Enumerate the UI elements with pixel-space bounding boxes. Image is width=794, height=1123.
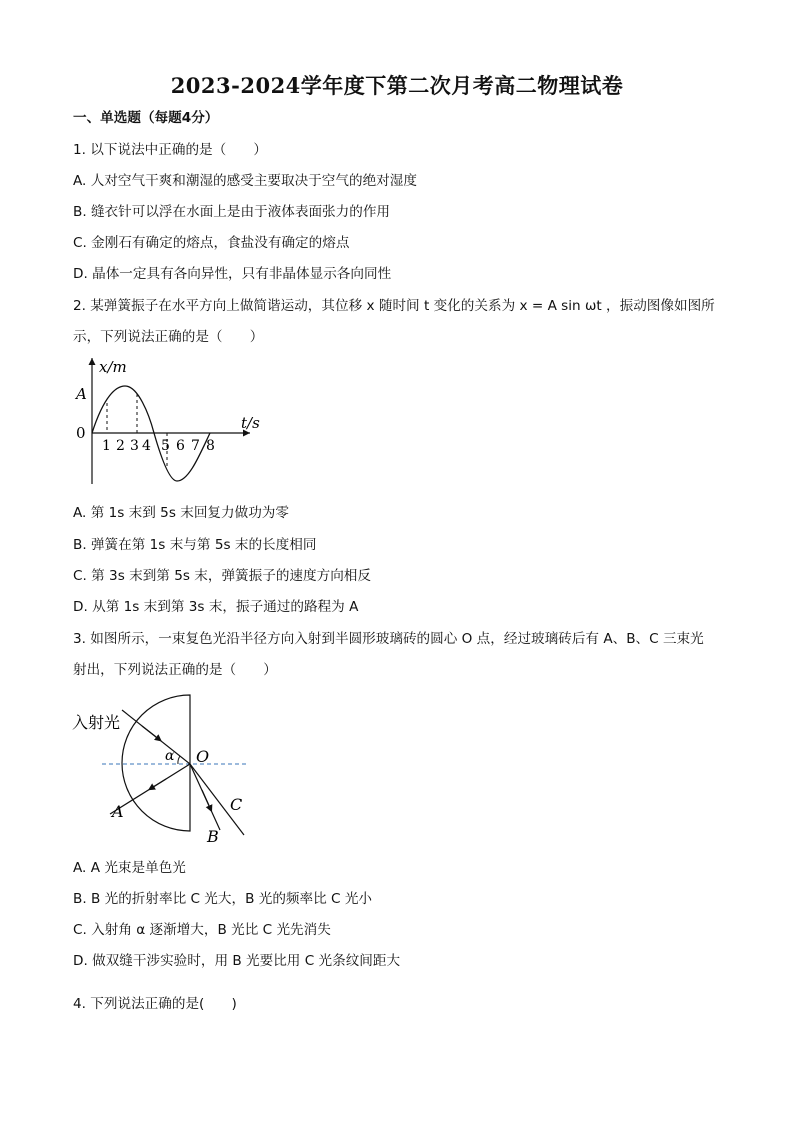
question-3-option-a: A. A 光束是单色光 <box>73 860 186 876</box>
question-1-stem: 1. 以下说法中正确的是（ ） <box>73 142 268 158</box>
ray-b-label: B <box>207 827 219 846</box>
tick-label-5: 5 <box>161 438 170 454</box>
question-3-stem-line-2: 射出，下列说法正确的是（ ） <box>73 662 277 678</box>
question-4-stem: 4. 下列说法正确的是( ) <box>73 996 237 1012</box>
tick-label-6: 6 <box>176 438 185 454</box>
tick-label-7: 7 <box>191 438 200 454</box>
tick-label-8: 8 <box>206 438 215 454</box>
amplitude-label: A <box>76 385 87 403</box>
ray-c-label: C <box>230 795 243 814</box>
question-3-option-c: C. 入射角 α 逐渐增大，B 光比 C 光先消失 <box>73 922 331 938</box>
question-1-option-d: D. 晶体一定具有各向异性，只有非晶体显示各向同性 <box>73 266 392 282</box>
question-2-option-c: C. 第 3s 末到第 5s 末，弹簧振子的速度方向相反 <box>73 568 371 584</box>
section-heading-single-choice: 一、单选题（每题4分） <box>73 110 219 126</box>
shm-graph-figure <box>70 354 270 489</box>
question-1-option-b: B. 缝衣针可以浮在水面上是由于液体表面张力的作用 <box>73 204 391 220</box>
tick-label-2: 2 <box>116 438 125 454</box>
angle-label: α <box>165 748 175 764</box>
semicircle-glass <box>122 695 190 831</box>
question-3-option-d: D. 做双缝干涉实验时，用 B 光要比用 C 光条纹间距大 <box>73 953 401 969</box>
question-2-stem-line-1: 2. 某弹簧振子在水平方向上做简谐运动，其位移 x 随时间 t 变化的关系为 x = A sin ωt ，振动图像如图所 <box>73 298 715 314</box>
question-1-option-c: C. 金刚石有确定的熔点，食盐没有确定的熔点 <box>73 235 350 251</box>
tick-label-3: 3 <box>130 438 139 454</box>
question-2-option-a: A. 第 1s 末到 5s 末回复力做功为零 <box>73 505 289 521</box>
question-3-option-b: B. B 光的折射率比 C 光大，B 光的频率比 C 光小 <box>73 891 373 907</box>
ray-b-arrow <box>202 790 211 810</box>
semicircle-glass-figure <box>70 690 255 850</box>
angle-arc <box>178 756 180 764</box>
question-1-option-a: A. 人对空气干爽和潮湿的感受主要取决于空气的绝对湿度 <box>73 173 417 189</box>
question-3-stem-line-1: 3. 如图所示，一束复色光沿半径方向入射到半圆形玻璃砖的圆心 O 点，经过玻璃砖后有 A、B、C 三束光 <box>73 631 704 647</box>
question-2-option-b: B. 弹簧在第 1s 末与第 5s 末的长度相同 <box>73 537 317 553</box>
ray-a-arrow <box>150 779 166 789</box>
incident-label: 入射光 <box>72 713 121 732</box>
tick-label-4: 4 <box>142 438 151 454</box>
question-2-stem-line-2: 示，下列说法正确的是（ ） <box>73 329 264 345</box>
tick-label-1: 1 <box>102 438 111 454</box>
x-axis-label: t/s <box>241 414 260 432</box>
y-axis-label: x/m <box>99 358 127 376</box>
origin-label: 0 <box>76 424 86 442</box>
center-label: O <box>196 747 210 766</box>
incident-ray-arrow <box>142 726 160 740</box>
ray-a-label: A <box>112 802 124 821</box>
question-2-option-d: D. 从第 1s 末到第 3s 末，振子通过的路程为 A <box>73 599 359 615</box>
exam-title: 2023-2024学年度下第二次月考高二物理试卷 <box>170 73 624 98</box>
